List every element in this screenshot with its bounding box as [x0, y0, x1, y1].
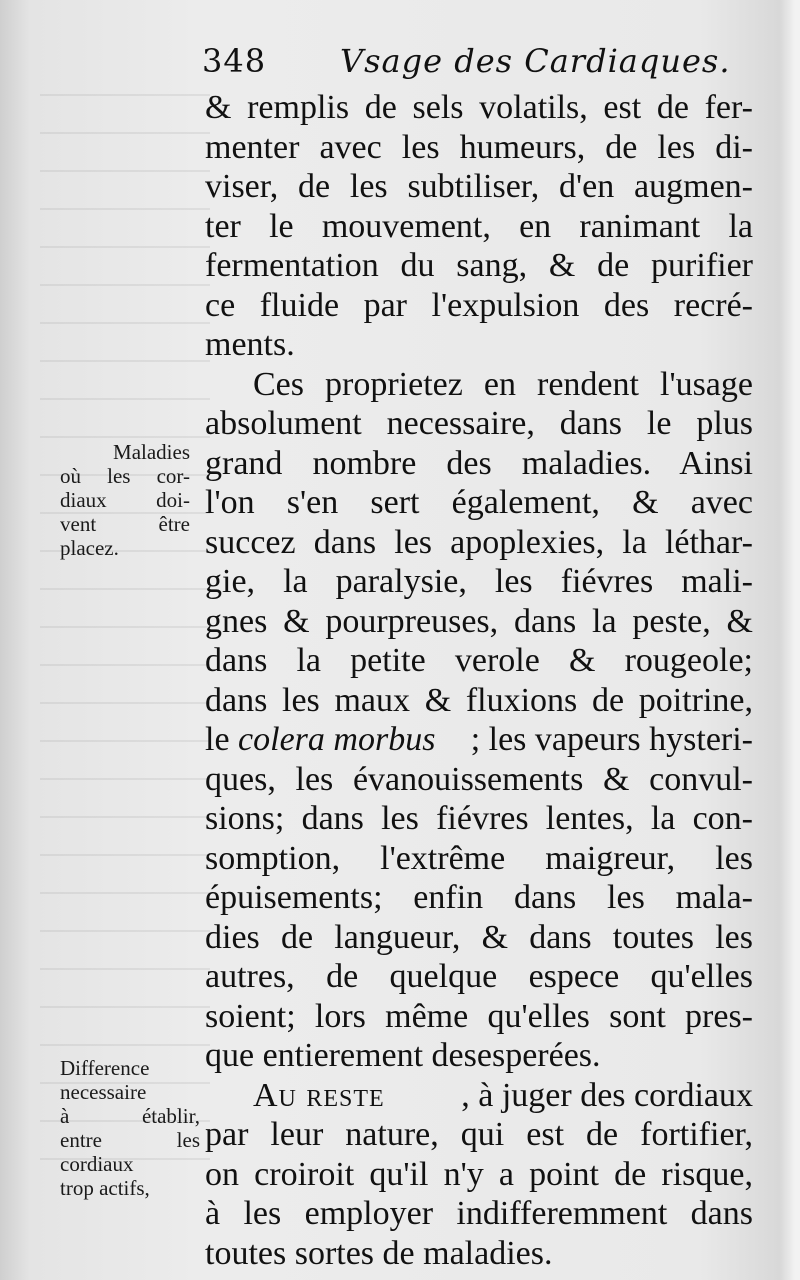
text-line: [205, 1076, 753, 1116]
text-fragment: , à juger des cordiaux: [461, 1076, 753, 1114]
text-line: dies de langueur, & dans toutes les: [205, 918, 753, 956]
text-line: ter le mouvement, en ranimant la: [205, 207, 753, 245]
text-fragment: [205, 720, 435, 760]
text-line: sions; dans les fiévres lentes, la con-: [205, 800, 753, 837]
text-fragment: ; les vapeurs hysteri-: [470, 721, 753, 758]
text-line: soient; lors même qu'elles sont pres-: [205, 997, 753, 1035]
text-word: le: [205, 721, 230, 758]
text-line: l'on s'en sert également, & avec: [205, 484, 753, 521]
margin-note-difference: [60, 1056, 200, 1200]
text-line: gnes & pourpreuses, dans la peste, &: [205, 602, 753, 640]
running-title: Vsage des Cardiaques.: [340, 42, 731, 80]
text-line: on croiroit qu'il n'y a point de risque,: [205, 1155, 753, 1193]
margin-note-line: où les cor-: [60, 464, 190, 488]
margin-note-maladies: [60, 440, 190, 560]
text-line: ques, les évanouissements & convul-: [205, 760, 753, 798]
text-line: fermentation du sang, & de purifier: [205, 247, 753, 284]
text-line: dans les maux & fluxions de poitrine,: [205, 681, 753, 719]
bleed-through-texture: [40, 60, 210, 1160]
margin-note-line: placez.: [60, 536, 119, 560]
text-line: menter avec les humeurs, de les di-: [205, 128, 753, 166]
text-line: Ces proprietez en rendent l'usage: [253, 365, 753, 403]
text-line: grand nombre des maladies. Ainsi: [205, 444, 753, 482]
text-line: ments.: [205, 326, 295, 363]
margin-note-line: cordiaux: [60, 1152, 134, 1176]
margin-note-line: entre les: [60, 1128, 200, 1152]
text-line: épuisements; enfin dans les mala-: [205, 879, 753, 916]
text-line: gie, la paralysie, les fiévres mali-: [205, 563, 753, 600]
text-line: ce fluide par l'expulsion des recré-: [205, 286, 753, 324]
text-line: autres, de quelque espece qu'elles: [205, 958, 753, 995]
margin-note-line: à établir,: [60, 1104, 200, 1128]
text-line: succez dans les apoplexies, la léthar-: [205, 523, 753, 561]
page-header: [200, 42, 760, 92]
margin-note-line: Maladies: [113, 440, 190, 464]
text-line: & remplis de sels volatils, est de fer-: [205, 89, 753, 126]
text-line: somption, l'extrême maigreur, les: [205, 839, 753, 877]
text-line: dans la petite verole & rougeole;: [205, 642, 753, 679]
text-line: que entierement desesperées.: [205, 1037, 601, 1074]
margin-note-line: trop actifs,: [60, 1176, 150, 1200]
main-text-block: [205, 88, 753, 1273]
small-caps-phrase: Au reste: [253, 1076, 385, 1114]
text-line: [205, 720, 753, 760]
margin-note-line: vent être: [60, 512, 190, 536]
text-line: à les employer indifferemment dans: [205, 1195, 753, 1232]
text-line: absolument necessaire, dans le plus: [205, 405, 753, 442]
margin-note-line: necessaire: [60, 1080, 147, 1104]
italic-term: colera morbus: [238, 721, 436, 758]
margin-note-line: Difference: [60, 1056, 150, 1080]
margin-note-line: diaux doi-: [60, 488, 190, 512]
text-line: toutes sortes de maladies.: [205, 1234, 553, 1272]
text-line: viser, de les subtiliser, d'en augmen-: [205, 168, 753, 205]
page-number: 348: [202, 42, 267, 80]
text-line: par leur nature, qui est de fortifier,: [205, 1116, 753, 1153]
